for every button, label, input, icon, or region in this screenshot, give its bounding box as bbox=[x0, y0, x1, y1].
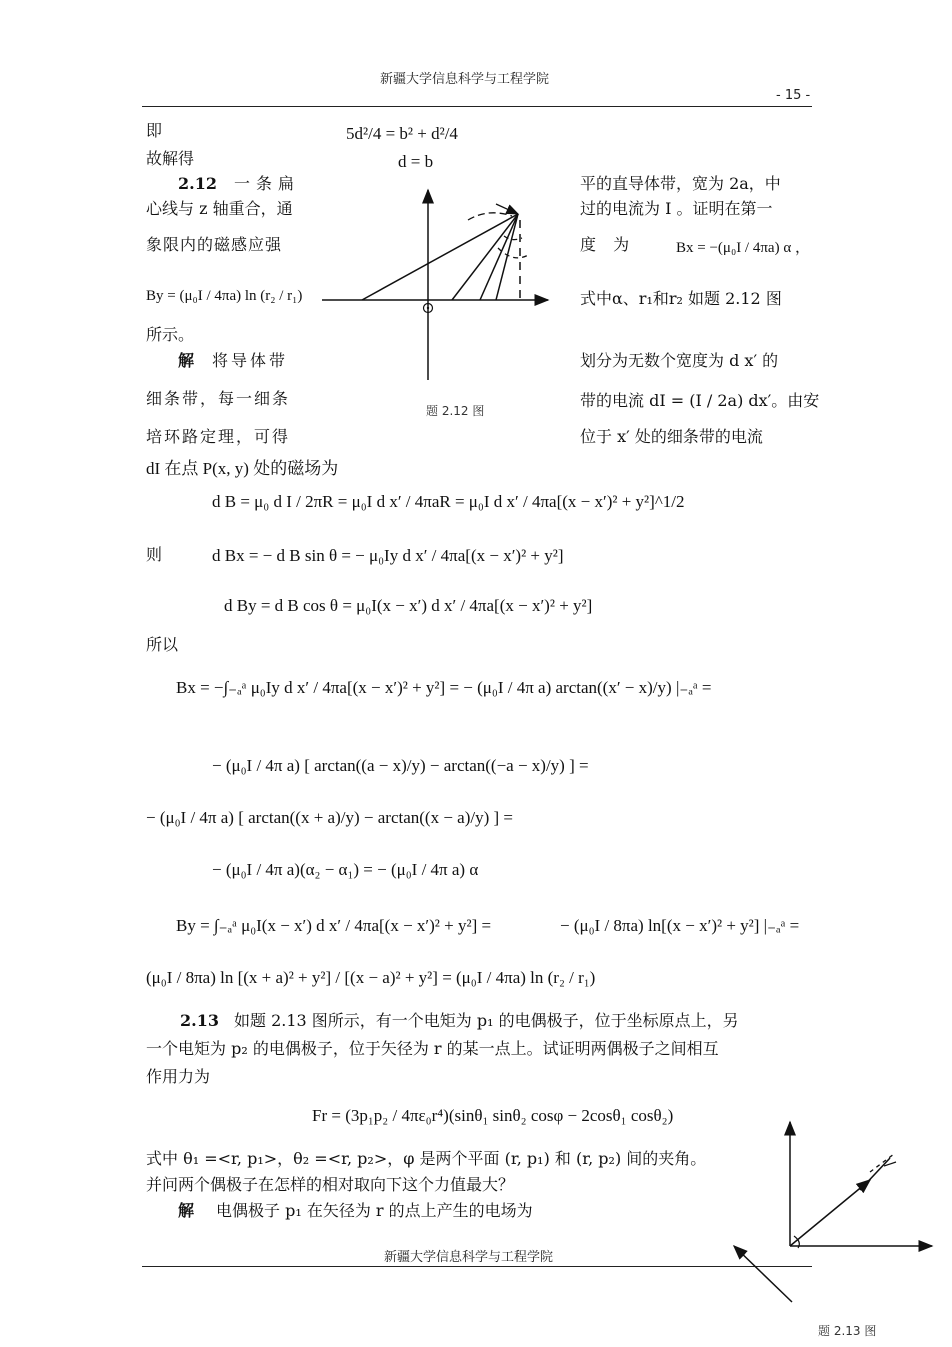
dipole-p2 bbox=[860, 1158, 890, 1190]
equation-top-1: 5d²/4 = b² + d²/4 bbox=[346, 124, 458, 143]
problem-213-line-5: 并问两个偶极子在怎样的相对取向下这个力值最大？ bbox=[146, 1175, 515, 1194]
problem-number-2-12: 2.12 bbox=[178, 174, 217, 193]
solution-1-right-3: 位于 x′ 处的细条带的电流 bbox=[580, 427, 763, 446]
dashed-p2 bbox=[870, 1154, 894, 1172]
solution-label-1: 解 bbox=[178, 351, 195, 370]
equation-Bx-3: − (μ₀I / 4π a) [ arctan((x + a)/y) − arctan((x − a)/y) ] = bbox=[146, 808, 514, 827]
problem-213-line-1: 如题 2.13 图所示，有一个电矩为 p₁ 的电偶极子，位于坐标原点上，另 bbox=[234, 1011, 739, 1030]
problem-212-right-4: 式中α、r₁和r₂ 如题 2.12 图 bbox=[580, 289, 782, 308]
solution-1-left-1: 将导体带 bbox=[212, 351, 289, 370]
problem-212-right-1: 平的直导体带，宽为 2a，中 bbox=[580, 174, 781, 193]
equation-Bx-1: Bx = −∫₋ₐᵃ μ₀Iy d x′ / 4πa[(x − x′)² + y²] = − (μ₀I / 4π a) arctan((x′ − x)/y) |₋ₐᵃ = bbox=[176, 678, 712, 697]
dipole-p1 bbox=[734, 1246, 792, 1302]
problem-212-right-3: 度 为 bbox=[580, 235, 636, 254]
figure-2-12 bbox=[318, 180, 558, 400]
equation-dBy: d By = d B cos θ = μ₀I(x − x′) d x′ / 4πa[(x − x′)² + y²] bbox=[224, 596, 593, 615]
equation-By-1-right: − (μ₀I / 8πa) ln[(x − x′)² + y²] |₋ₐᵃ = bbox=[560, 916, 800, 935]
field-arrow bbox=[496, 204, 518, 214]
vector-r bbox=[790, 1180, 870, 1246]
equation-dBx: d Bx = − d B sin θ = − μ₀Iy d x′ / 4πa[(x − x′)² + y²] bbox=[212, 546, 564, 565]
solution-label-2: 解 bbox=[178, 1201, 195, 1220]
solution-2-text: 电偶极子 p₁ 在矢径为 r 的点上产生的电场为 bbox=[216, 1201, 533, 1220]
problem-212-right-2: 过的电流为 I 。证明在第一 bbox=[580, 199, 773, 218]
problem-213-line-3: 作用力为 bbox=[146, 1067, 211, 1086]
text-ze: 则 bbox=[146, 545, 163, 564]
figure-2-13 bbox=[720, 1118, 948, 1318]
text-gujiede: 故解得 bbox=[146, 149, 195, 168]
equation-Fr: Fr = (3p₁p₂ / 4πε₀r⁴)(sinθ₁ sinθ₂ cosφ − 2cosθ₁ cosθ₂) bbox=[312, 1106, 674, 1125]
text-di-point: dI 在点 P(x, y) 处的磁场为 bbox=[146, 459, 339, 478]
caption-fig-2-12: 题 2.12 图 bbox=[426, 404, 485, 418]
problem-213-line-4: 式中 θ₁ =<r, p₁>，θ₂ =<r, p₂>，φ 是两个平面 (r, p₁) 和 (r, p₂) 间的夹角。 bbox=[146, 1149, 707, 1168]
solution-1-left-2: 细条带，每一细条 bbox=[146, 389, 291, 408]
solution-1-left-3: 培环路定理，可得 bbox=[146, 427, 291, 446]
text-suoyi: 所以 bbox=[146, 635, 179, 654]
equation-dB: d B = μ₀ d I / 2πR = μ₀I d x′ / 4πaR = μ₀I d x′ / 4πa[(x − x′)² + y²]^1/2 bbox=[212, 492, 685, 511]
footer-rule bbox=[142, 1266, 812, 1267]
equation-By-2: (μ₀I / 8πa) ln [(x + a)² + y²] / [(x − a)² + y²] = (μ₀I / 4πa) ln (r₂ / r₁) bbox=[146, 968, 596, 987]
solution-1-right-1: 划分为无数个宽度为 d x′ 的 bbox=[580, 351, 779, 370]
formula-by: By = (μ₀I / 4πa) ln (r₂ / r₁) bbox=[146, 288, 303, 304]
solution-1-right-2: 带的电流 dI = (I / 2a) dx′。由安 bbox=[580, 391, 820, 410]
equation-Bx-4: − (μ₀I / 4π a)(α₂ − α₁) = − (μ₀I / 4π a) α bbox=[212, 860, 479, 879]
text-ji: 即 bbox=[146, 121, 163, 140]
line-left bbox=[362, 214, 518, 300]
problem-213-line-2: 一个电矩为 p₂ 的电偶极子，位于矢径为 r 的某一点上。试证明两偶极子之间相互 bbox=[146, 1039, 719, 1058]
formula-bx: Bx = −(μ₀I / 4πa) α ， bbox=[676, 240, 810, 256]
angle-arc-1 bbox=[468, 213, 512, 220]
equation-Bx-2: − (μ₀I / 4π a) [ arctan((a − x)/y) − arctan((−a − x)/y) ] = bbox=[212, 756, 589, 775]
problem-212-left-3: 象限内的磁感应强 bbox=[146, 235, 283, 254]
equation-By-1: By = ∫₋ₐᵃ μ₀I(x − x′) d x′ / 4πa[(x − x′)² + y²] = bbox=[176, 916, 492, 935]
header-title: 新疆大学信息科学与工程学院 bbox=[380, 72, 550, 87]
equation-top-2: d = b bbox=[398, 152, 434, 171]
problem-212-left-2: 心线与 z 轴重合，通 bbox=[146, 199, 293, 218]
text-suoshi: 所示。 bbox=[146, 325, 195, 344]
header-rule bbox=[142, 106, 812, 107]
footer-title: 新疆大学信息科学与工程学院 bbox=[384, 1250, 554, 1265]
problem-number-2-13: 2.13 bbox=[180, 1011, 219, 1030]
problem-212-left-1: 一条扁 bbox=[234, 174, 301, 193]
page-number: - 15 - bbox=[776, 88, 811, 103]
caption-fig-2-13: 题 2.13 图 bbox=[818, 1324, 877, 1338]
